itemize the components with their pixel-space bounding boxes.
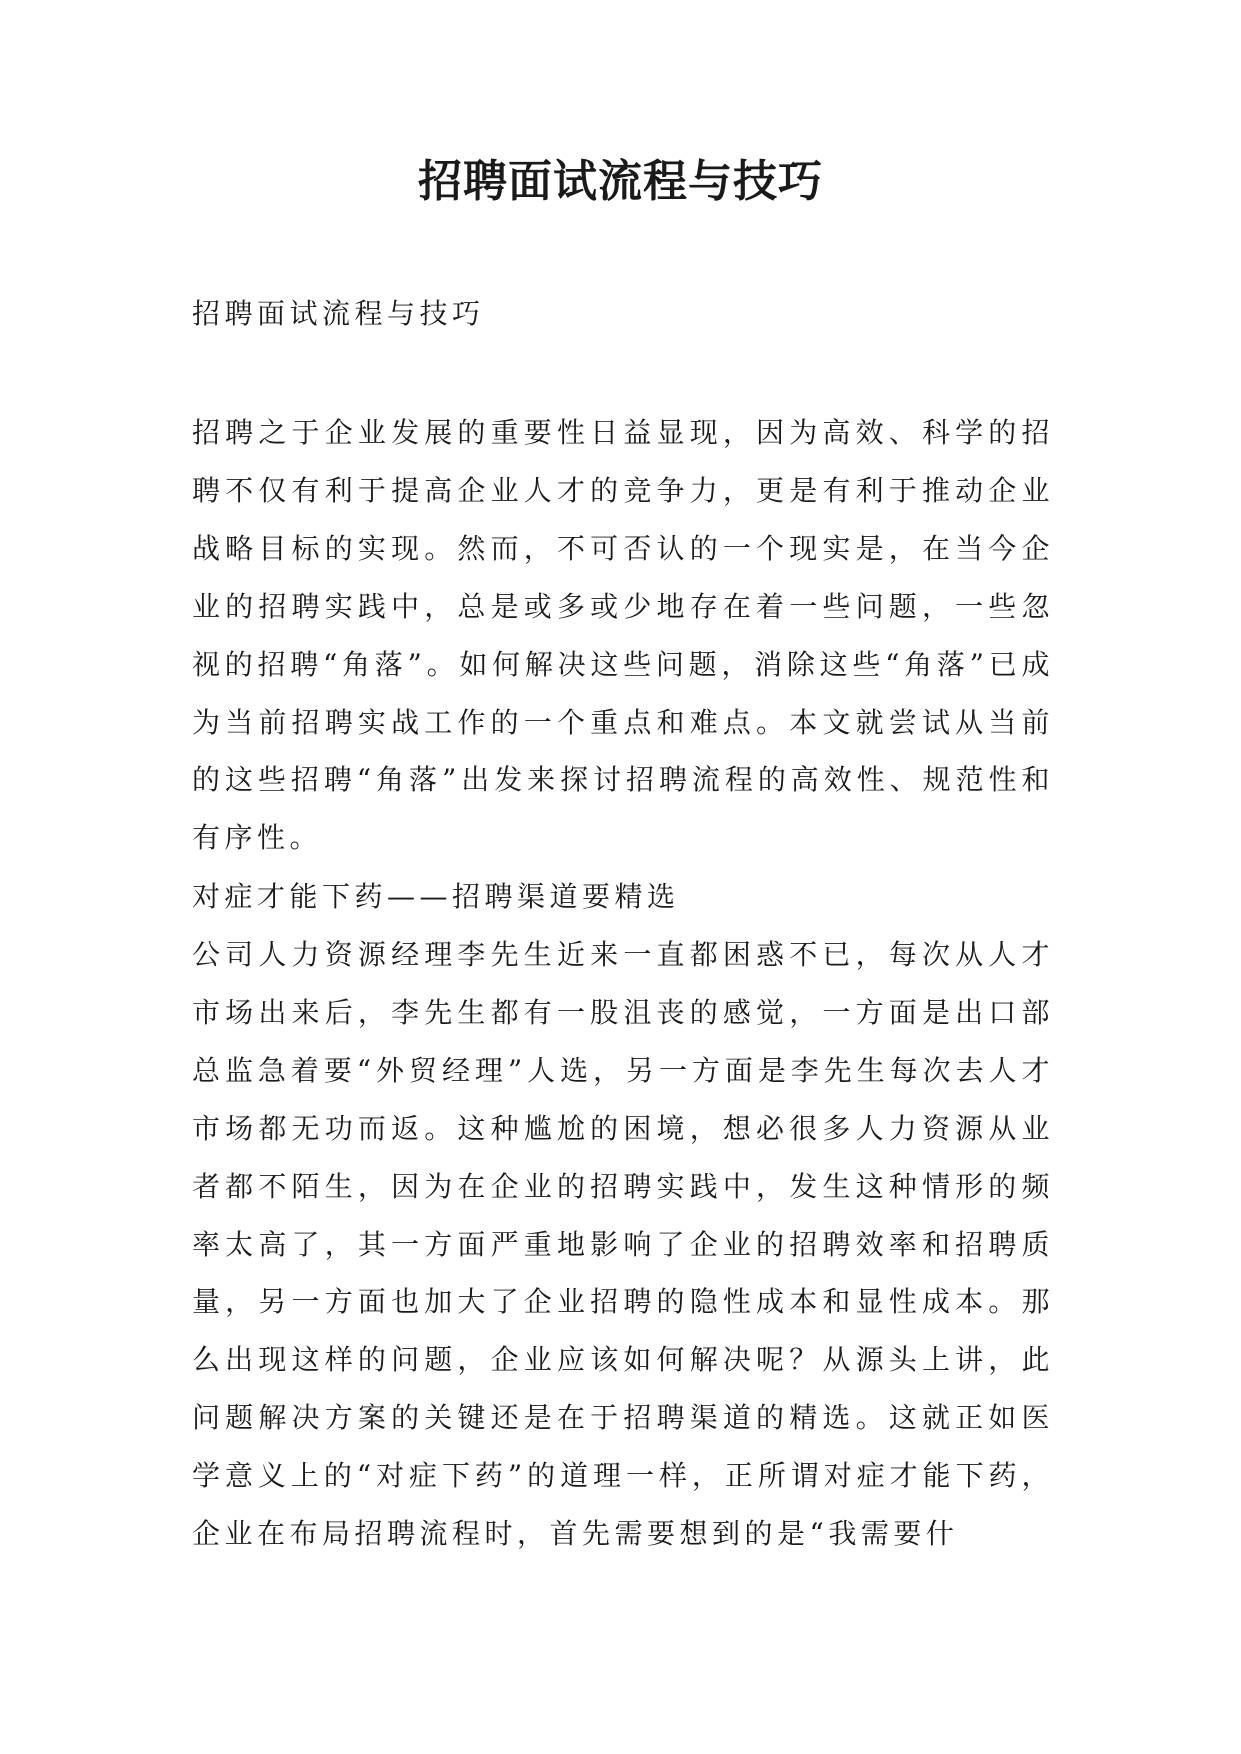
document-title: 招聘面试流程与技巧	[418, 156, 823, 207]
section-heading: 对症才能下药——招聘渠道要精选	[192, 880, 680, 913]
intro-paragraph: 招聘之于企业发展的重要性日益显现，因为高效、科学的招聘不仅有利于提高企业人才的竞争力，更是有利于推动企业战略目标的实现。然而，不可否认的一个现实是，在当今企业的招聘实践中，总是或多或少地存在着一些问题，一些忽视的招聘“角落”。如何解决这些问题，消除这些“角落”已成为当前招聘实战工作的一个重点和难点。本文就尝试从当前的这些招聘“角落”出发来探讨招聘流程的高效性、规范性和有序性。	[192, 416, 1054, 855]
document-subtitle: 招聘面试流程与技巧	[192, 297, 485, 330]
body-paragraph: 公司人力资源经理李先生近来一直都困惑不已，每次从人才市场出来后，李先生都有一股沮丧的感觉，一方面是出口部总监急着要“外贸经理”人选，另一方面是李先生每次去人才市场都无功而返。这种尴尬的困境，想必很多人力资源从业者都不陌生，因为在企业的招聘实践中，发生这种情形的频率太高了，其一方面严重地影响了企业的招聘效率和招聘质量，另一方面也加大了企业招聘的隐性成本和显性成本。那么出现这样的问题，企业应该如何解决呢？从源头上讲，此问题解决方案的关键还是在于招聘渠道的精选。这就正如医学意义上的“对症下药”的道理一样，正所谓对症才能下药，企业在布局招聘流程时，首先需要想到的是“我需要什	[192, 938, 1054, 1551]
